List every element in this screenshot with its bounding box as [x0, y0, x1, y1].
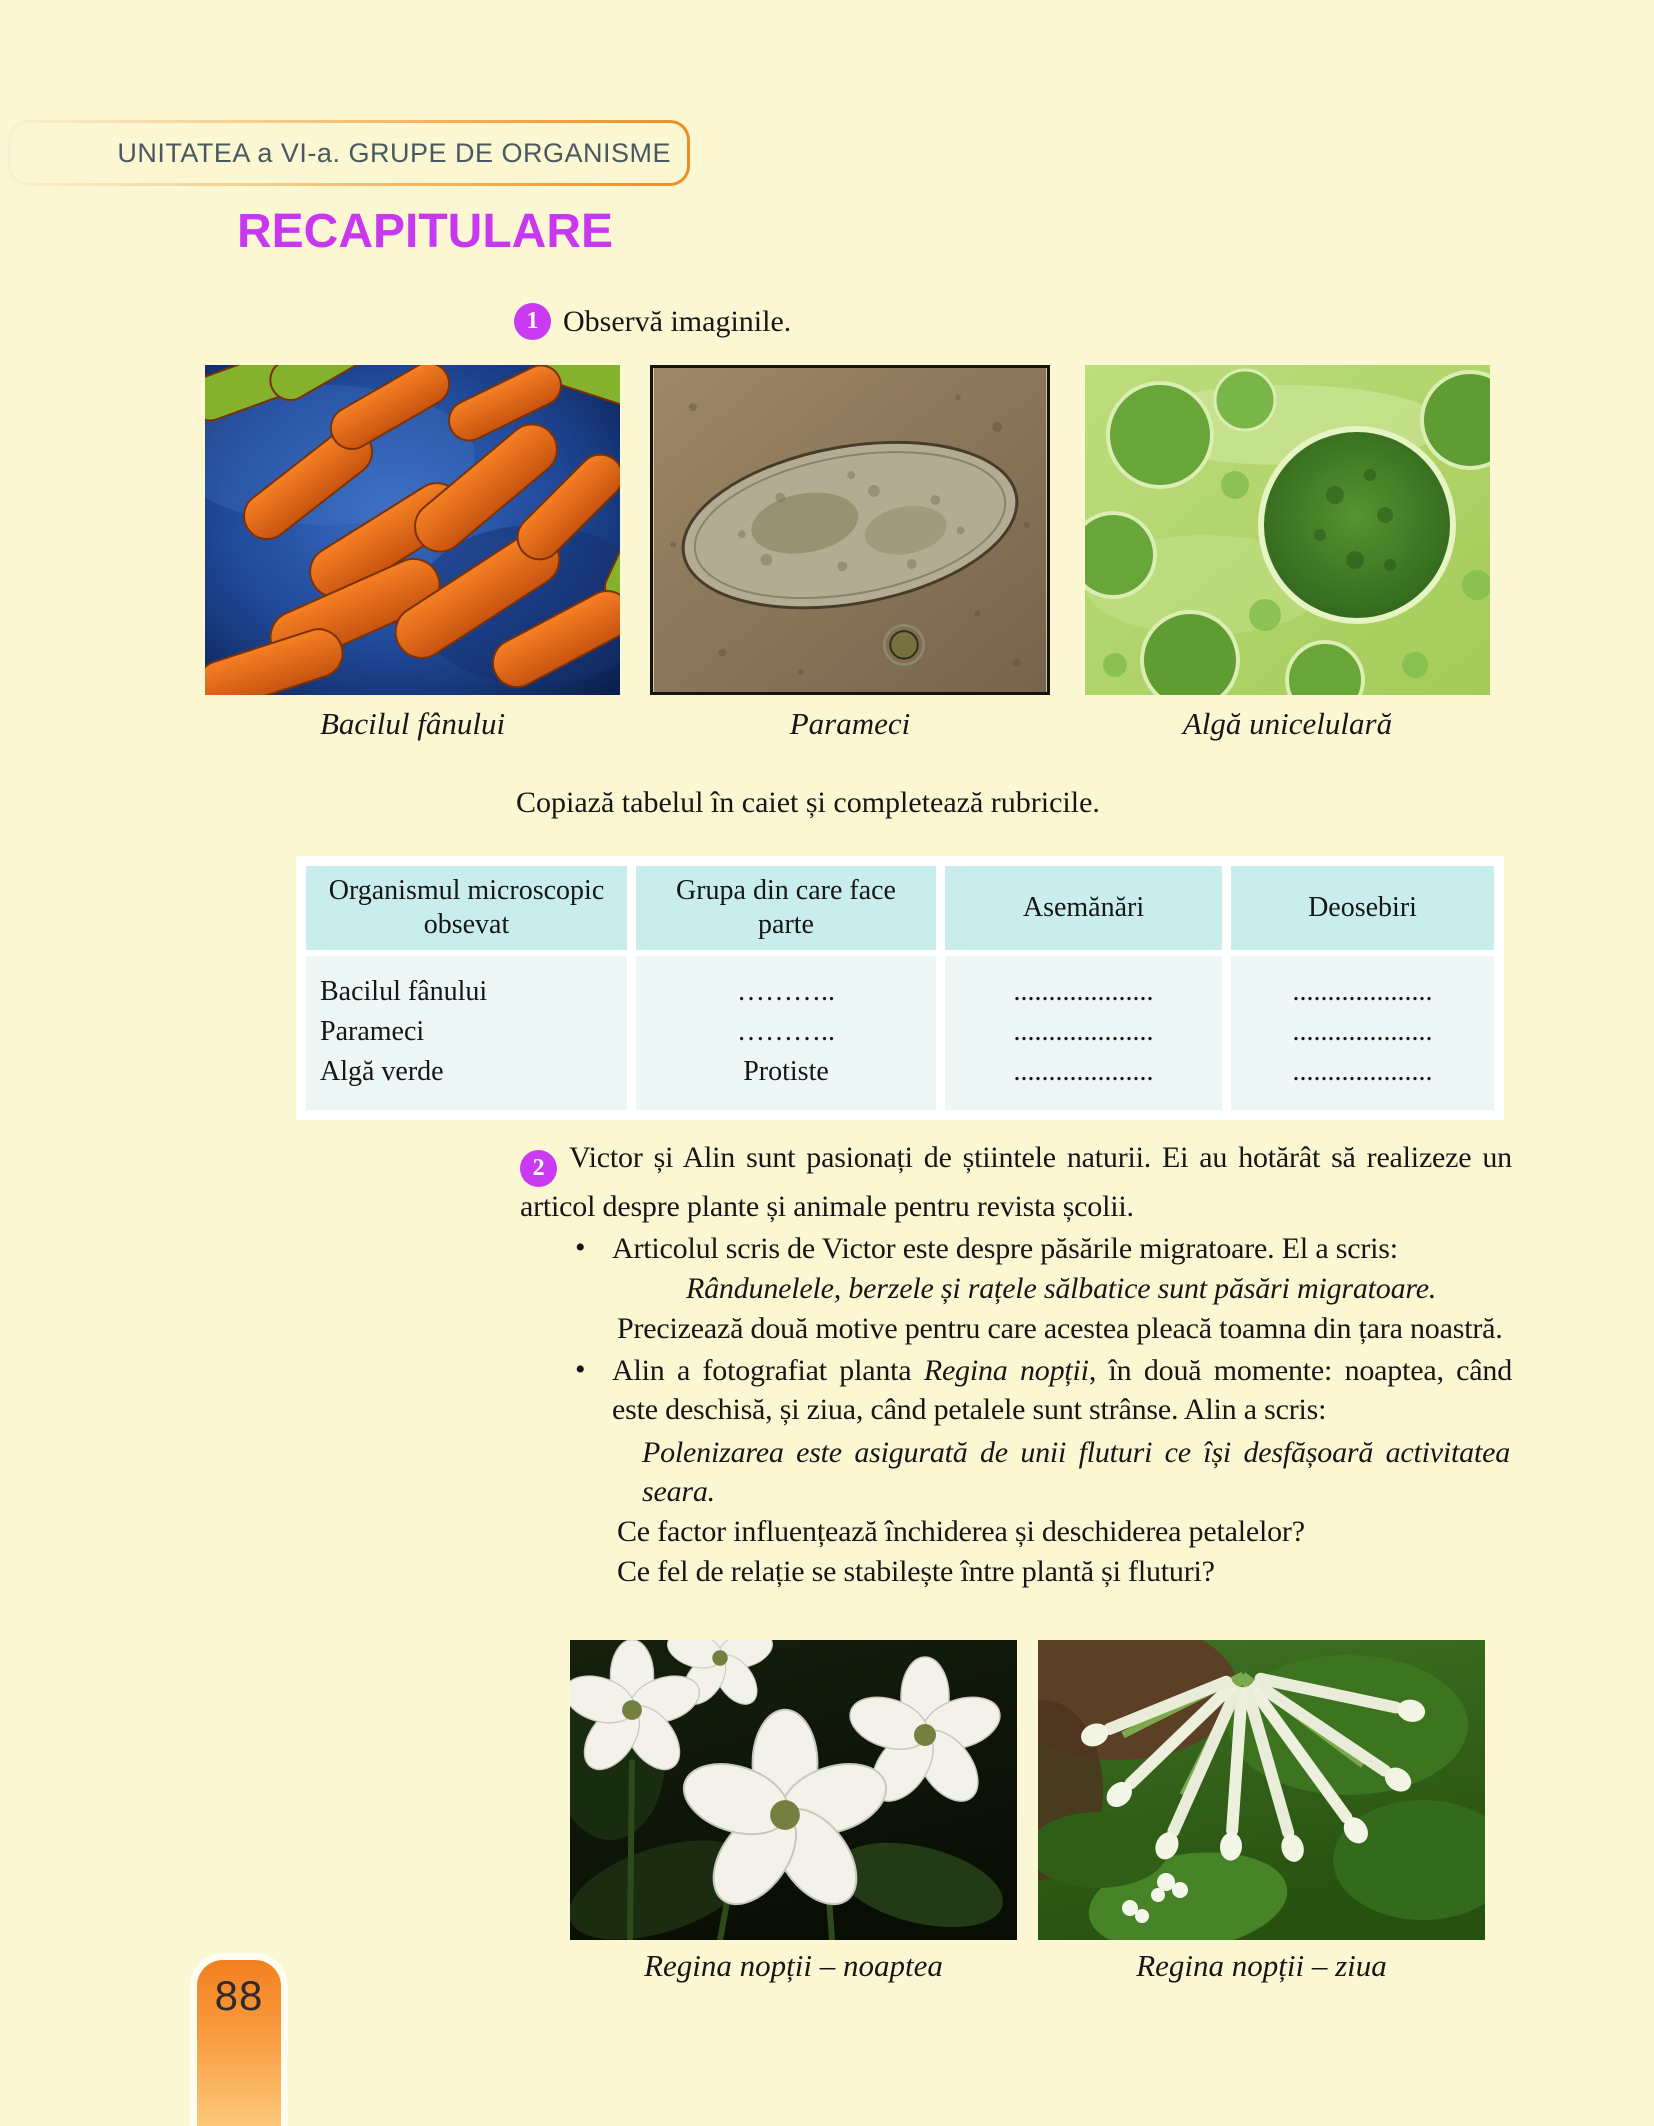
bullet2-quote: Polenizarea este asigurată de unii fluturi ce își desfășoară activitatea seara. [642, 1436, 1510, 1508]
day-flower-illustration [1038, 1640, 1485, 1940]
question-2: Ce fel de relație se stabilește între plantă și fluturi? [617, 1555, 1215, 1588]
table-header-cell: Grupa din care face parte [636, 866, 936, 950]
table-cell: ……….. [737, 976, 835, 1007]
table-header-cell: Deosebiri [1231, 866, 1494, 950]
bullet-icon: • [575, 1231, 586, 1264]
caption-regina-noptii-noaptea: Regina nopții – noaptea [644, 1948, 943, 1983]
table-column-differences [1231, 956, 1494, 1110]
photo-parameci [650, 365, 1050, 695]
table-body [306, 956, 1494, 1110]
bullet2-text: Alin a fotografiat planta Regina nopții, în două momente: noaptea, când este deschisă, și ziua, când petalele sunt strânse. Alin a scris: [612, 1354, 1513, 1426]
table-cell: .................... [1292, 1056, 1433, 1087]
table-cell: Bacilul fânului [320, 976, 488, 1007]
exercise1-prompt: Observă imaginile. [563, 304, 792, 338]
page-number-tab [197, 1960, 281, 2126]
bullet-icon: • [575, 1353, 586, 1386]
caption-alga-unicelulara: Algă unicelulară [1182, 706, 1393, 741]
photo-bacilul-fanului [205, 365, 620, 695]
bacillus-illustration [205, 365, 620, 695]
table-cell: .................... [1292, 1016, 1433, 1047]
unit-header-box [8, 120, 690, 186]
exercise1-prompt-row [514, 303, 791, 340]
copy-table-instruction: Copiază tabelul în caiet și completează rubricile. [516, 786, 1100, 819]
table-column-organism [306, 956, 627, 1110]
photo-alga-unicelulara [1085, 365, 1490, 695]
caption-parameci: Parameci [789, 706, 911, 741]
exercise-1-badge: 1 [514, 303, 551, 340]
table-cell: .................... [1013, 1016, 1154, 1047]
paramecium-illustration [653, 368, 1047, 692]
exercise-2-badge: 2 [520, 1150, 557, 1187]
bullet-item-alin [520, 1351, 1512, 1429]
table-cell: ……….. [737, 1016, 835, 1047]
table-cell: .................... [1013, 976, 1154, 1007]
photo-regina-noptii-noaptea [570, 1640, 1017, 1940]
table-cell: Algă verde [320, 1056, 444, 1087]
bullet1-quote: Rândunelele, berzele și rațele sălbatice sunt păsări migratoare. [686, 1272, 1437, 1305]
table-cell: .................... [1292, 976, 1433, 1007]
table-header-row [306, 866, 1494, 950]
page-number: 88 [214, 1972, 264, 2019]
bullet1-text: Articolul scris de Victor este despre păsările migratoare. El a scris: [612, 1232, 1398, 1265]
table-cell: .................... [1013, 1056, 1154, 1087]
bullet1-followup: Precizează două motive pentru care acestea pleacă toamna din țara noastră. [617, 1312, 1503, 1345]
page-title: RECAPITULARE [237, 205, 614, 258]
exercise2-intro [520, 1138, 1512, 1226]
question-1: Ce factor influențează închiderea și deschiderea petalelor? [617, 1515, 1305, 1548]
caption-bacilul-fanului: Bacilul fânului [319, 706, 506, 741]
table-column-group [636, 956, 936, 1110]
exercise2-block [520, 1138, 1512, 1591]
green-algae-illustration [1085, 365, 1490, 695]
table-cell: Protiste [743, 1056, 829, 1087]
organisms-table [296, 856, 1504, 1120]
caption-regina-noptii-ziua: Regina nopții – ziua [1136, 1948, 1387, 1983]
table-header-cell: Organismul microscopic obsevat [306, 866, 627, 950]
table-column-similarities [945, 956, 1222, 1110]
plant-name: Regina nopții [923, 1354, 1089, 1387]
photo-regina-noptii-ziua [1038, 1640, 1485, 1940]
exercise2-intro-text: Victor și Alin sunt pasionați de știintele naturii. Ei au hotărât să realizeze un articol despre plante și animale pentru revista școlii. [520, 1141, 1512, 1223]
unit-header-label: UNITATEA a VI-a. GRUPE DE ORGANISME [117, 137, 671, 168]
table-cell: Parameci [320, 1016, 425, 1047]
night-flower-illustration [570, 1640, 1017, 1940]
table-header-cell: Asemănări [945, 866, 1222, 950]
bullet-item-victor [520, 1229, 1512, 1268]
